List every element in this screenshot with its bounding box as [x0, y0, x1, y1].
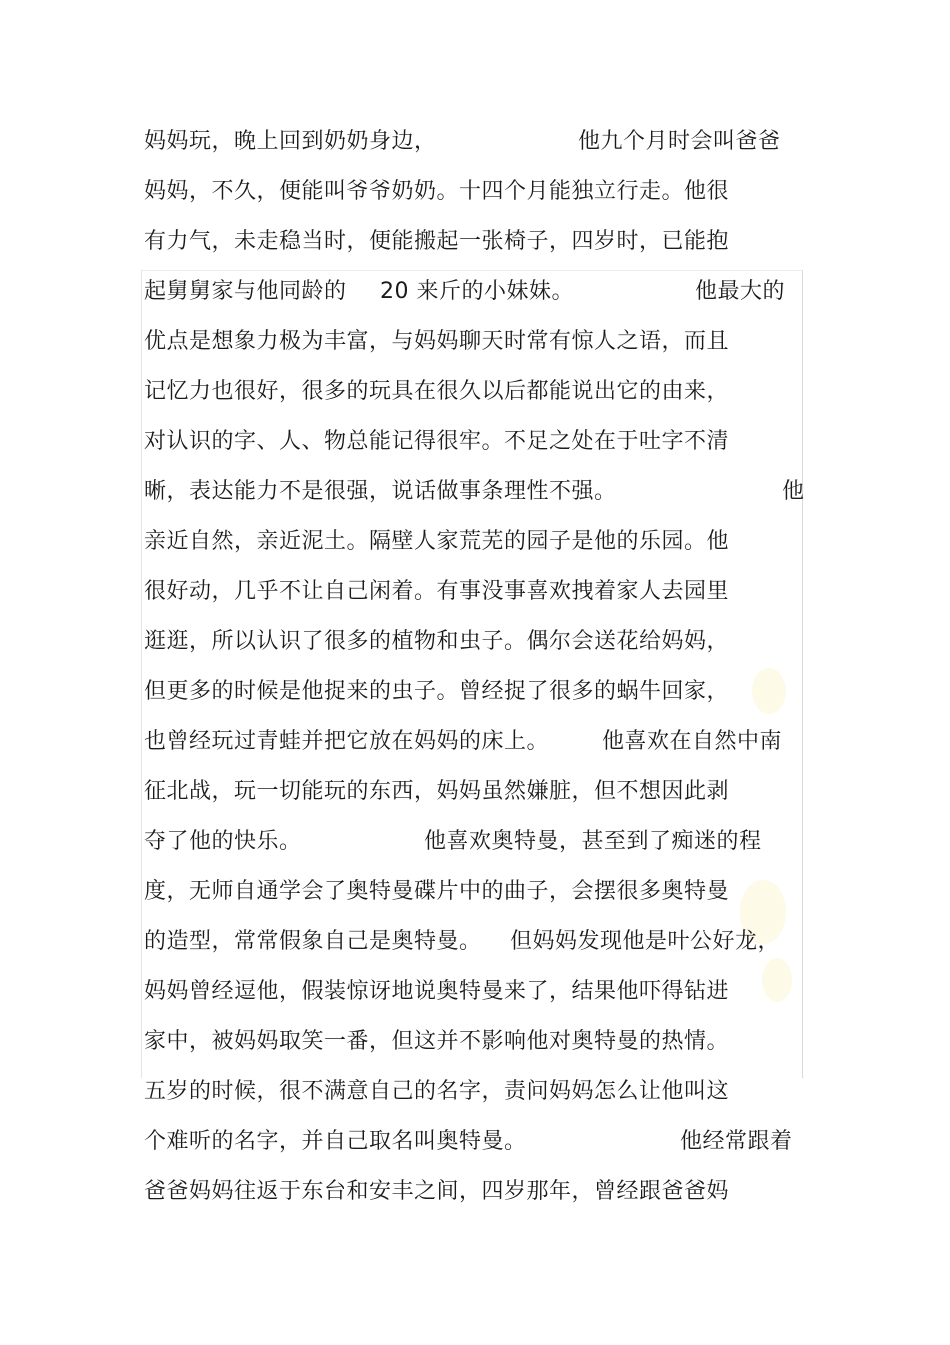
text-segment: 的造型，常常假象自己是奥特曼。	[144, 929, 482, 954]
text-segment: 妈妈曾经逗他，假装惊讶地说奥特曼来了，结果他吓得钻进	[144, 979, 730, 1004]
text-segment: 个难听的名字，并自己取名叫奥特曼。	[144, 1129, 527, 1154]
text-segment: 也曾经玩过青蛙并把它放在妈妈的床上。	[144, 729, 550, 754]
text-segment: 他	[782, 479, 805, 504]
paper-stain	[762, 958, 792, 1002]
text-segment: 他喜欢奥特曼，甚至到了痴迷的程	[424, 829, 762, 854]
text-segment: 但妈妈发现他是叶公好龙，	[510, 929, 781, 954]
text-segment: 亲近自然，亲近泥土。隔壁人家荒芜的园子是他的乐园。他	[144, 529, 730, 554]
text-segment: 很好动，几乎不让自己闲着。有事没事喜欢拽着家人去园里	[144, 579, 730, 604]
text-segment: 爸爸妈妈往返于东台和安丰之间，四岁那年，曾经跟爸爸妈	[144, 1179, 730, 1204]
text-segment: 逛逛，所以认识了很多的植物和虫子。偶尔会送花给妈妈，	[144, 629, 730, 654]
text-segment: 五岁的时候，很不满意自己的名字，责问妈妈怎么让他叫这	[144, 1079, 730, 1104]
text-segment: 度，无师自通学会了奥特曼碟片中的曲子，会摆很多奥特曼	[144, 879, 730, 904]
text-segment: 他经常跟着	[680, 1129, 793, 1154]
text-segment: 优点是想象力极为丰富，与妈妈聊天时常有惊人之语，而且	[144, 329, 730, 354]
text-segment: 但更多的时候是他捉来的虫子。曾经捉了很多的蜗牛回家，	[144, 679, 730, 704]
text-segment: 起舅舅家与他同龄的	[144, 279, 347, 304]
text-segment: 妈妈玩，晚上回到奶奶身边，	[144, 129, 437, 154]
paper-stain	[752, 668, 786, 714]
text-segment: 夺了他的快乐。	[144, 829, 302, 854]
text-segment: 有力气，未走稳当时，便能搬起一张椅子，四岁时，已能抱	[144, 229, 730, 254]
text-segment: 他喜欢在自然中南	[602, 729, 783, 754]
text-segment: 晰，表达能力不是很强，说话做事条理性不强。	[144, 479, 617, 504]
text-segment: 记忆力也很好，很多的玩具在很久以后都能说出它的由来，	[144, 379, 730, 404]
text-segment: 妈妈，不久，便能叫爷爷奶奶。十四个月能独立行走。他很	[144, 179, 730, 204]
text-segment: 征北战，玩一切能玩的东西，妈妈虽然嫌脏，但不想因此剥	[144, 779, 730, 804]
text-segment: 20 来斤的小妹妹。	[380, 279, 574, 304]
text-segment: 他九个月时会叫爸爸	[578, 129, 781, 154]
text-segment: 他最大的	[695, 279, 786, 304]
text-segment: 对认识的字、人、物总能记得很牢。不足之处在于吐字不清	[144, 429, 730, 454]
text-segment: 家中，被妈妈取笑一番，但这并不影响他对奥特曼的热情。	[144, 1029, 730, 1054]
